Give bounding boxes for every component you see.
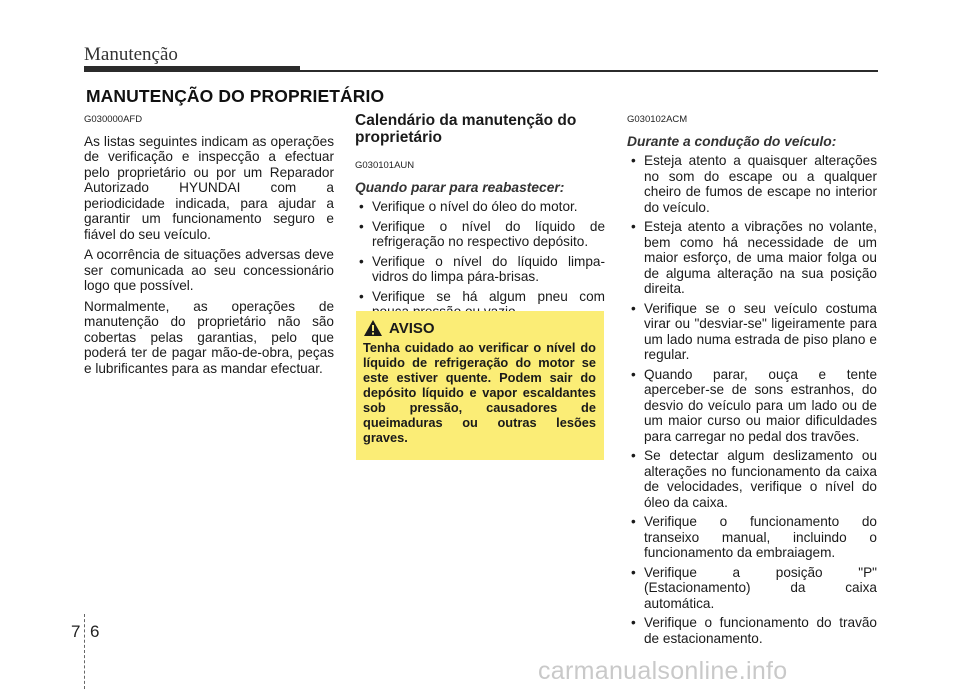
column-refuel bbox=[355, 112, 605, 324]
chapter-title: Manutenção bbox=[84, 44, 178, 65]
warning-text: Tenha cuidado ao verificar o nível do líquido de refrigeração do motor se este estiver quente. Podem sair do depósito líquido e vapor escaldantes sob pressão, causadores de queimaduras ou outras lesões graves. bbox=[363, 340, 596, 445]
bullet-list bbox=[627, 153, 877, 646]
header-bar bbox=[84, 66, 300, 72]
list-item: • Esteja atento a quaisquer alterações no som do escape ou a qualquer cheiro de fumos de escape no interior do veículo. bbox=[627, 153, 877, 215]
subheading: Quando parar para reabastecer: bbox=[355, 179, 565, 195]
subheading: Durante a condução do veículo: bbox=[627, 133, 837, 149]
page-divider bbox=[84, 614, 85, 689]
list-item: • Quando parar, ouça e tente aperceber-se de sons estranhos, do desvio do veículo para um lado ou de um maior curso ou maior dificuldades para carregar no pedal dos travões. bbox=[627, 367, 877, 445]
warning-triangle-icon bbox=[363, 319, 383, 337]
paragraph: Normalmente, as operações de manutenção do proprietário não são cobertas pelas garantias, pelo que poderá ter de pagar mão-de-obra, peças e lubrificantes para as mandar efectuar. bbox=[84, 298, 334, 376]
section-title: MANUTENÇÃO DO PROPRIETÁRIO bbox=[86, 86, 385, 106]
list-item: • Verifique se o seu veículo costuma virar ou "desviar-se" ligeiramente para um lado numa estrada de piso plano e regular. bbox=[627, 301, 877, 363]
page-number: 6 bbox=[90, 622, 100, 641]
list-item: • Verifique o nível do líquido de refrigeração no respectivo depósito. bbox=[355, 219, 605, 250]
list-item: • Se detectar algum deslizamento ou alterações no funcionamento da caixa de velocidades, verifique o nível do óleo da caixa. bbox=[627, 448, 877, 510]
list-item: • Verifique o nível do óleo do motor. bbox=[355, 199, 605, 215]
list-item: • Verifique o funcionamento do travão de estacionamento. bbox=[627, 615, 877, 646]
warning-header bbox=[363, 319, 596, 337]
header-rule bbox=[300, 70, 878, 72]
subsection-heading: Calendário da manutenção do proprietário bbox=[355, 112, 577, 146]
watermark: carmanualsonline.info bbox=[538, 657, 788, 685]
paragraph: A ocorrência de situações adversas deve ser comunicada ao seu concessionário logo que possível. bbox=[84, 247, 334, 293]
list-item: • Verifique o nível do líquido limpa-vidros do limpa pára-brisas. bbox=[355, 254, 605, 285]
paragraph: As listas seguintes indicam as operações de verificação e inspecção a efectuar pelo proprietário ou por um Reparador Autorizado HYUNDAI com a periodicidade indicada, para ajudar a garantir um funcionamento seguro e fiável do seu veículo. bbox=[84, 133, 334, 242]
list-item: • Esteja atento a vibrações no volante, bem como há necessidade de um maior esforço, de uma maior folga ou de alguma alteração na sua posição direita. bbox=[627, 219, 877, 297]
column-intro bbox=[84, 112, 334, 381]
warning-box bbox=[356, 311, 604, 460]
chapter-number: 7 bbox=[71, 622, 81, 641]
column-driving bbox=[627, 112, 877, 650]
warning-title: AVISO bbox=[389, 319, 435, 337]
list-item: • Verifique o funcionamento do transeixo manual, incluindo o funcionamento da embraiagem. bbox=[627, 514, 877, 561]
list-item: • Verifique se há algum pneu com bbox=[355, 289, 605, 320]
doc-code: G030000AFD bbox=[84, 114, 143, 125]
bullet-list bbox=[355, 199, 605, 320]
doc-code: G030102ACM bbox=[627, 114, 688, 125]
doc-code: G030101AUN bbox=[355, 160, 415, 171]
list-item: • Verifique a posição "P" (Estacionamento) da caixa automática. bbox=[627, 565, 877, 612]
